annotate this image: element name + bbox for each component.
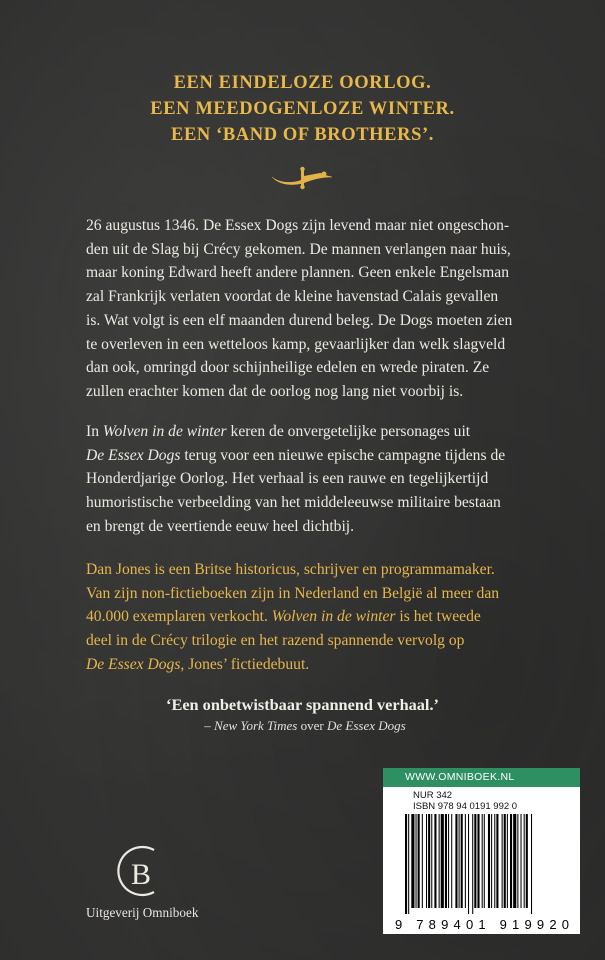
barcode-bar	[526, 814, 528, 908]
about-book-text: keren de onvergetelijke personages uit	[226, 423, 471, 440]
review-quote: ‘Een onbetwistbaar spannend verhaal.’	[166, 695, 439, 714]
barcode-bar	[448, 814, 449, 908]
nur-code: NUR 342	[413, 790, 453, 801]
barcode-bar	[513, 814, 516, 908]
about-author-line	[86, 653, 526, 677]
about-author-text: is het tweede	[395, 608, 481, 626]
barcode-bar	[431, 814, 432, 908]
barcode-bar	[468, 814, 469, 914]
barcode-bar	[488, 814, 490, 908]
isbn-barcode	[393, 812, 571, 932]
about-book-text: In	[86, 423, 103, 440]
headline-line-2: EEN MEEDOGENLOZE WINTER.	[150, 99, 455, 119]
barcode-bar	[502, 814, 503, 908]
source-over: over	[297, 718, 327, 733]
barcode-bar	[459, 814, 460, 908]
barcode-bar	[517, 814, 518, 908]
publisher-name: Uitgeverij Omniboek	[86, 905, 199, 920]
barcode-bar	[510, 814, 512, 908]
barcode-bar	[441, 814, 444, 908]
barcode-bars	[405, 814, 532, 914]
book-title: Wolven in de winter	[102, 423, 227, 440]
about-book-line: Honderdjarige Oorlog. Het verhaal is een rauwe en tegelijkertijd	[86, 470, 489, 488]
review-source	[0, 718, 605, 734]
about-author-text: 40.000 exemplaren verkocht.	[86, 608, 272, 626]
barcode-bar	[524, 814, 525, 908]
website-url: WWW.OMNIBOEK.NL	[383, 768, 580, 787]
sword-ornament-icon	[266, 164, 338, 192]
about-author-line	[86, 605, 526, 629]
barcode-bar	[461, 814, 463, 908]
book-title: Wolven in de winter	[271, 608, 396, 626]
about-author-line: Dan Jones is een Britse historicus, schrijver en programmamaker.	[86, 561, 495, 578]
barcode-bar	[531, 814, 532, 914]
book-title: De Essex Dogs	[86, 655, 181, 673]
synopsis-line: den uit de Slag bij Crécy gekomen. De mannen verlangen naar huis,	[86, 240, 511, 258]
synopsis-line: 26 augustus 1346. De Essex Dogs zijn levend maar niet ongeschon-	[86, 217, 510, 234]
barcode-bar	[521, 814, 522, 908]
headline	[0, 70, 605, 148]
about-book-line	[86, 444, 526, 468]
barcode-bar	[482, 814, 483, 908]
barcode-bar	[426, 814, 427, 908]
about-book-line: humoristische verbeelding van het middeleeuwse militaire bestaan	[86, 494, 501, 512]
about-author-line: Van zijn non-fictieboeken zijn in Nederland en België al meer dan	[86, 584, 500, 602]
barcode-digits: 9 789401 919920	[395, 917, 569, 932]
barcode-bar	[405, 814, 407, 914]
book-title: De Essex Dogs	[86, 446, 181, 464]
synopsis-line: is. Wat volgt is een elf maanden durend beleg. De Dogs moeten zien	[86, 311, 513, 329]
about-book-line	[86, 420, 526, 444]
barcode-box	[383, 768, 580, 934]
barcode-bar	[455, 814, 457, 908]
synopsis-line: zullen erachter komen dat de oorlog nog lang niet voorbij is.	[86, 382, 464, 400]
synopsis-paragraph	[86, 214, 526, 404]
about-book-line: en brengt de veertiende eeuw heel dichtbij.	[86, 517, 355, 535]
barcode-bar	[494, 814, 495, 908]
about-author-text: , Jones’ fictiedebuut.	[180, 655, 310, 673]
barcode-bar	[445, 814, 447, 908]
synopsis-line: dan ook, omringd door schijnheilige edelen en wrede piraten. Ze	[86, 359, 490, 377]
isbn-number: ISBN 978 94 0191 992 0	[413, 801, 518, 812]
barcode-bar	[439, 814, 440, 908]
omniboek-c-logo-icon	[110, 840, 170, 902]
barcode-bar	[465, 814, 466, 908]
dash: –	[204, 718, 215, 733]
about-book-text: terug voor een nieuwe epische campagne tijdens de	[180, 446, 506, 464]
barcode-bar	[411, 814, 414, 908]
synopsis-line: te overleven in een wetteloos kamp, gevaarlijker dan welk slagveld	[86, 335, 506, 353]
barcode-bar	[422, 814, 423, 908]
headline-line-3: EEN ‘BAND OF BROTHERS’.	[171, 125, 434, 145]
about-author-line: deel in de Crécy trilogie en het razend spannende vervolg op	[86, 632, 465, 650]
barcode-bar	[474, 814, 476, 908]
barcode-bar	[491, 814, 492, 908]
barcode-bar	[418, 814, 420, 908]
barcode-bar	[496, 814, 498, 908]
barcode-bar	[477, 814, 479, 908]
source-book-title: De Essex Dogs	[326, 718, 406, 733]
barcode-bar	[484, 814, 485, 908]
barcode-bar	[434, 814, 436, 908]
barcode-bar	[451, 814, 452, 908]
source-publication: New York Times	[214, 718, 298, 733]
headline-line-1: EEN EINDELOZE OORLOG.	[173, 73, 432, 93]
synopsis-line: maar koning Edward heeft andere plannen. Geen enkele Engelsman	[86, 264, 510, 282]
barcode-bar	[472, 814, 473, 914]
barcode-bar	[428, 814, 430, 908]
barcode-bar	[408, 814, 409, 914]
barcode-bar	[507, 814, 508, 908]
synopsis-line: zal Frankrijk verlaten voordat de kleine havenstad Calais gevallen	[86, 288, 499, 306]
barcode-bar	[504, 814, 506, 908]
logo-letter: B	[130, 858, 152, 891]
about-author-paragraph	[86, 558, 526, 677]
barcode-bar	[416, 814, 417, 908]
about-book-paragraph	[86, 420, 526, 539]
